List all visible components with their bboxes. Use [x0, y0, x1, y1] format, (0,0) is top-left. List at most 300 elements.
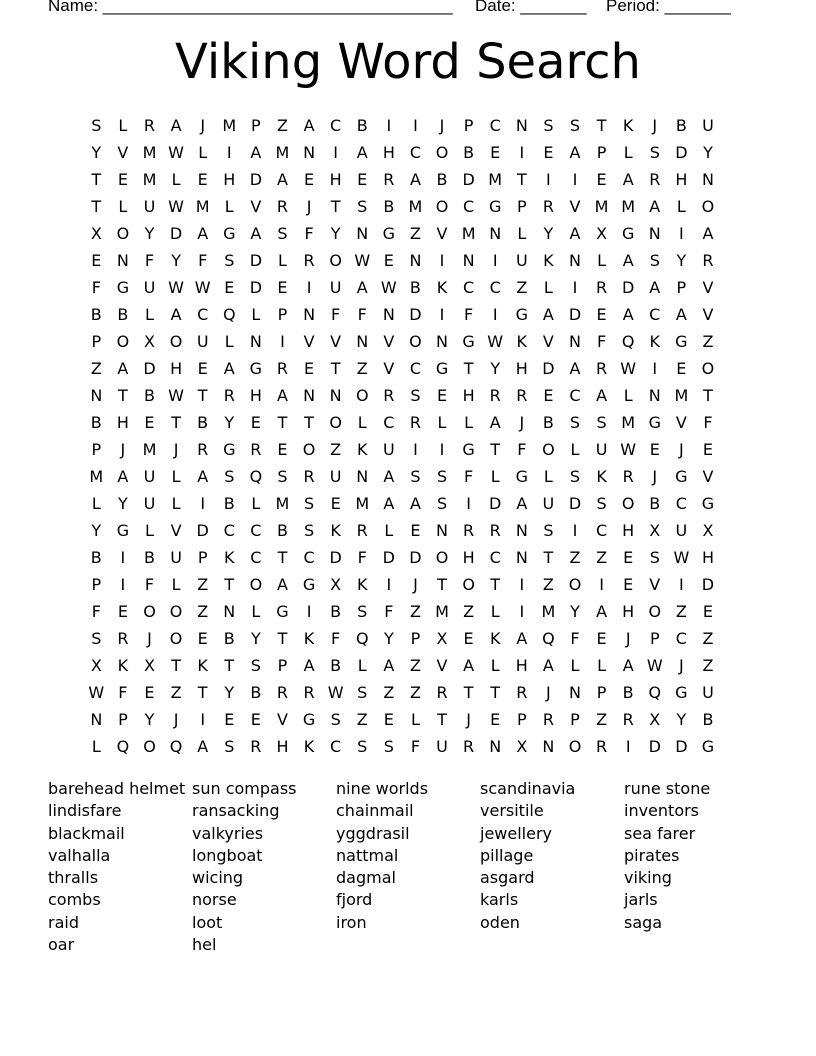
grid-letter: R: [463, 737, 475, 756]
grid-letter: T: [516, 170, 527, 189]
period-field-label: Period: _______: [606, 0, 731, 15]
grid-letter: A: [250, 143, 262, 162]
grid-letter: N: [329, 386, 342, 405]
name-field-label: Name: _____________________________________: [48, 0, 453, 15]
grid-letter: K: [330, 521, 341, 540]
grid-letter: A: [649, 197, 661, 216]
grid-letter: S: [357, 683, 368, 702]
grid-letter: I: [546, 170, 551, 189]
grid-letter: Z: [330, 440, 342, 459]
grid-letter: D: [568, 494, 582, 513]
grid-letter: D: [249, 170, 263, 189]
grid-letter: Y: [144, 224, 155, 243]
grid-letter: S: [330, 710, 341, 729]
grid-letter: A: [622, 170, 634, 189]
grid-letter: P: [463, 116, 474, 135]
grid-letter: D: [143, 359, 156, 378]
grid-letter: A: [596, 386, 608, 405]
grid-letter: W: [646, 656, 663, 675]
grid-letter: M: [195, 197, 210, 216]
grid-letter: N: [303, 143, 316, 162]
word-list-item: nattmal: [336, 845, 399, 865]
grid-letter: A: [276, 575, 288, 594]
grid-letter: A: [223, 359, 235, 378]
grid-letter: J: [173, 440, 179, 459]
grid-letter: O: [355, 386, 369, 405]
grid-letter: W: [673, 548, 690, 567]
grid-letter: C: [409, 359, 421, 378]
grid-letter: S: [436, 494, 448, 513]
grid-letter: J: [466, 710, 471, 729]
grid-letter: X: [702, 521, 714, 540]
grid-letter: A: [569, 359, 581, 378]
grid-letter: C: [197, 305, 209, 324]
grid-letter: B: [409, 278, 421, 297]
grid-letter: R: [489, 521, 501, 540]
grid-letter: X: [436, 629, 448, 648]
grid-letter: E: [250, 413, 261, 432]
grid-letter: T: [330, 197, 341, 216]
grid-letter: Y: [383, 629, 394, 648]
grid-letter: T: [703, 386, 713, 405]
grid-letter: C: [569, 386, 581, 405]
grid-letter: N: [223, 602, 236, 621]
grid-letter: G: [223, 440, 236, 459]
word-list-item: asgard: [480, 868, 535, 888]
grid-letter: X: [649, 710, 661, 729]
grid-letter: T: [171, 656, 181, 675]
grid-letter: V: [170, 521, 182, 540]
grid-letter: E: [383, 251, 394, 270]
grid-letter: R: [436, 683, 448, 702]
grid-letter: Z: [542, 575, 554, 594]
grid-letter: F: [703, 413, 713, 432]
grid-letter: M: [142, 440, 157, 459]
grid-letter: B: [649, 494, 661, 513]
grid-letter: R: [383, 386, 395, 405]
grid-letter: V: [436, 656, 448, 675]
grid-letter: Q: [249, 467, 263, 486]
grid-letter: X: [144, 656, 155, 675]
grid-letter: I: [200, 710, 206, 729]
grid-letter: W: [168, 197, 184, 216]
grid-letter: Y: [676, 251, 687, 270]
grid-letter: L: [437, 413, 447, 432]
grid-letter: F: [91, 602, 101, 621]
grid-letter: S: [91, 116, 102, 135]
grid-letter: F: [331, 629, 341, 648]
grid-letter: T: [437, 575, 447, 594]
grid-letter: Z: [356, 710, 368, 729]
grid-letter: C: [250, 548, 262, 567]
grid-letter: M: [408, 197, 423, 216]
grid-letter: G: [116, 278, 130, 297]
grid-letter: B: [463, 143, 475, 162]
grid-letter: B: [702, 710, 714, 729]
word-list-item: combs: [48, 890, 101, 910]
grid-letter: Z: [702, 629, 714, 648]
grid-letter: N: [489, 224, 502, 243]
grid-letter: Q: [355, 629, 369, 648]
student-info-header: [48, 0, 748, 20]
grid-letter: C: [223, 521, 235, 540]
grid-letter: R: [489, 386, 501, 405]
grid-letter: B: [383, 197, 395, 216]
grid-letter: T: [463, 359, 474, 378]
grid-letter: H: [462, 386, 475, 405]
grid-letter: I: [439, 251, 445, 270]
grid-letter: H: [276, 737, 289, 756]
word-list-item: fjord: [336, 890, 373, 910]
word-list-item: viking: [624, 868, 672, 888]
grid-letter: C: [675, 494, 687, 513]
grid-letter: L: [198, 143, 208, 162]
grid-letter: H: [515, 359, 528, 378]
grid-letter: F: [384, 602, 394, 621]
grid-letter: Z: [197, 575, 209, 594]
grid-letter: Y: [171, 251, 181, 270]
grid-letter: Q: [222, 305, 236, 324]
grid-letter: N: [303, 305, 316, 324]
word-list-item: norse: [192, 890, 237, 910]
grid-letter: T: [91, 170, 102, 189]
grid-letter: L: [145, 521, 154, 540]
grid-letter: Y: [224, 683, 235, 702]
grid-letter: L: [145, 305, 154, 324]
grid-letter: S: [543, 521, 554, 540]
grid-letter: J: [120, 440, 126, 459]
grid-letter: E: [277, 440, 288, 459]
grid-letter: E: [224, 278, 235, 297]
grid-letter: D: [675, 143, 688, 162]
grid-letter: T: [277, 413, 288, 432]
grid-letter: P: [91, 332, 102, 351]
grid-letter: K: [117, 656, 129, 675]
grid-letter: E: [117, 602, 128, 621]
grid-letter: E: [250, 710, 261, 729]
page-title: Viking Word Search: [175, 34, 641, 90]
grid-letter: G: [435, 359, 449, 378]
grid-letter: B: [542, 413, 554, 432]
grid-letter: L: [597, 251, 607, 270]
grid-letter: K: [356, 440, 368, 459]
grid-letter: F: [596, 332, 607, 351]
grid-letter: N: [542, 737, 555, 756]
grid-letter: L: [623, 143, 633, 162]
grid-letter: J: [546, 683, 551, 702]
grid-letter: A: [197, 467, 209, 486]
grid-letter: D: [489, 494, 502, 513]
grid-letter: L: [543, 278, 553, 297]
grid-letter: U: [329, 467, 342, 486]
grid-letter: H: [170, 359, 183, 378]
grid-letter: H: [223, 170, 236, 189]
word-list-item: scandinavia: [480, 779, 576, 798]
word-list-item: pillage: [480, 845, 534, 865]
grid-letter: F: [198, 251, 208, 270]
grid-letter: C: [463, 278, 475, 297]
grid-letter: E: [490, 710, 501, 729]
grid-letter: I: [120, 575, 126, 594]
grid-letter: S: [303, 494, 315, 513]
word-list-item: valhalla: [48, 845, 111, 865]
grid-letter: G: [515, 467, 528, 486]
grid-letter: Q: [116, 737, 130, 756]
grid-letter: C: [489, 548, 501, 567]
grid-letter: E: [702, 440, 713, 459]
grid-letter: R: [542, 710, 554, 729]
grid-letter: J: [679, 656, 684, 675]
grid-letter: M: [594, 197, 609, 216]
grid-letter: E: [197, 359, 208, 378]
grid-letter: L: [251, 494, 261, 513]
grid-letter: H: [675, 170, 688, 189]
grid-letter: A: [622, 251, 634, 270]
grid-letter: E: [623, 575, 634, 594]
grid-letter: A: [276, 170, 288, 189]
grid-letter: R: [250, 440, 262, 459]
word-list-item: rune stone: [624, 779, 711, 798]
grid-letter: F: [357, 305, 367, 324]
grid-letter: O: [435, 548, 449, 567]
grid-letter: D: [249, 251, 263, 270]
grid-letter: L: [570, 656, 580, 675]
grid-letter: Y: [91, 143, 102, 162]
grid-letter: I: [652, 359, 658, 378]
grid-letter: N: [569, 332, 581, 351]
grid-letter: O: [302, 440, 316, 459]
grid-letter: A: [542, 305, 554, 324]
grid-letter: L: [410, 710, 420, 729]
grid-letter: A: [303, 656, 315, 675]
grid-letter: K: [356, 575, 368, 594]
grid-letter: B: [330, 656, 342, 675]
grid-letter: L: [171, 467, 181, 486]
grid-letter: B: [223, 629, 235, 648]
grid-letter: I: [519, 602, 525, 621]
grid-letter: R: [303, 251, 315, 270]
grid-letter: U: [143, 278, 156, 297]
grid-letter: E: [676, 359, 687, 378]
grid-letter: X: [144, 332, 155, 351]
grid-letter: A: [409, 494, 421, 513]
word-list-column: [624, 778, 764, 934]
grid-letter: B: [675, 116, 687, 135]
grid-letter: A: [170, 116, 182, 135]
grid-letter: L: [490, 602, 500, 621]
grid-letter: D: [675, 737, 688, 756]
grid-letter: W: [168, 278, 184, 297]
grid-letter: I: [572, 278, 578, 297]
grid-letter: O: [169, 602, 183, 621]
grid-letter: L: [384, 521, 394, 540]
grid-letter: U: [382, 440, 395, 459]
grid-letter: N: [515, 521, 528, 540]
grid-letter: N: [409, 251, 422, 270]
grid-letter: V: [702, 305, 714, 324]
grid-letter: A: [383, 494, 395, 513]
grid-letter: G: [302, 710, 316, 729]
grid-letter: R: [516, 683, 528, 702]
grid-letter: F: [357, 548, 367, 567]
word-list-item: sea farer: [624, 823, 696, 843]
grid-letter: U: [515, 251, 528, 270]
grid-letter: A: [542, 656, 554, 675]
grid-letter: E: [330, 494, 341, 513]
grid-letter: L: [118, 197, 128, 216]
grid-letter: M: [674, 386, 689, 405]
grid-letter: K: [197, 656, 208, 675]
grid-letter: E: [144, 413, 155, 432]
grid-letter: R: [197, 440, 209, 459]
grid-letter: V: [330, 332, 342, 351]
word-list-item: jarls: [624, 890, 658, 910]
grid-letter: A: [649, 278, 661, 297]
grid-letter: A: [197, 224, 209, 243]
grid-letter: T: [224, 656, 235, 675]
grid-letter: R: [463, 521, 475, 540]
grid-letter: F: [91, 278, 101, 297]
word-list-item: thralls: [48, 868, 99, 888]
grid-letter: C: [250, 521, 262, 540]
grid-letter: T: [277, 548, 288, 567]
grid-letter: V: [702, 278, 714, 297]
grid-letter: A: [356, 278, 368, 297]
grid-letter: M: [142, 170, 157, 189]
grid-letter: A: [569, 143, 581, 162]
grid-letter: Y: [91, 521, 102, 540]
date-field-label: Date: _______: [475, 0, 587, 15]
grid-letter: E: [436, 386, 448, 405]
grid-letter: X: [516, 737, 528, 756]
grid-letter: N: [701, 170, 714, 189]
grid-letter: A: [170, 305, 182, 324]
grid-letter: G: [489, 197, 502, 216]
grid-letter: S: [277, 224, 288, 243]
grid-letter: E: [117, 170, 128, 189]
grid-letter: B: [90, 305, 102, 324]
grid-letter: O: [116, 224, 130, 243]
grid-letter: F: [464, 305, 474, 324]
grid-letter: Z: [409, 224, 421, 243]
word-list-item: oden: [480, 912, 520, 932]
grid-letter: S: [569, 413, 581, 432]
grid-letter: E: [596, 170, 607, 189]
grid-letter: K: [303, 629, 315, 648]
grid-letter: S: [91, 629, 102, 648]
grid-letter: W: [88, 683, 105, 702]
grid-letter: X: [330, 575, 342, 594]
grid-letter: E: [197, 629, 208, 648]
grid-letter: T: [224, 575, 235, 594]
grid-letter: V: [250, 197, 262, 216]
grid-letter: B: [223, 494, 235, 513]
grid-letter: F: [570, 629, 580, 648]
grid-letter: R: [542, 197, 554, 216]
grid-letter: T: [490, 440, 501, 459]
grid-letter: E: [596, 305, 607, 324]
grid-letter: S: [224, 737, 235, 756]
grid-letter: V: [649, 575, 661, 594]
grid-letter: B: [143, 386, 155, 405]
grid-letter: Z: [170, 683, 182, 702]
grid-letter: N: [382, 305, 395, 324]
grid-letter: V: [276, 710, 288, 729]
grid-letter: N: [515, 116, 528, 135]
grid-letter: R: [596, 737, 608, 756]
grid-letter: X: [90, 224, 102, 243]
grid-letter: D: [542, 359, 555, 378]
word-list-item: loot: [192, 912, 223, 932]
grid-letter: A: [596, 602, 608, 621]
grid-letter: R: [596, 278, 608, 297]
grid-letter: B: [356, 116, 368, 135]
word-list-item: karls: [480, 890, 519, 910]
grid-letter: R: [276, 197, 289, 216]
grid-letter: K: [596, 467, 607, 486]
grid-letter: V: [436, 224, 448, 243]
grid-letter: U: [170, 548, 182, 567]
grid-letter: L: [357, 656, 367, 675]
grid-letter: I: [386, 575, 392, 594]
grid-letter: V: [702, 467, 714, 486]
grid-letter: L: [171, 494, 181, 513]
grid-letter: N: [489, 737, 502, 756]
word-list-item: wicing: [192, 868, 244, 888]
grid-letter: O: [143, 602, 156, 621]
grid-letter: W: [168, 386, 184, 405]
word-list-item: hel: [192, 935, 217, 955]
grid-letter: N: [249, 332, 262, 351]
grid-letter: T: [437, 710, 447, 729]
grid-letter: L: [676, 197, 686, 216]
grid-letter: C: [409, 143, 421, 162]
grid-letter: S: [224, 467, 235, 486]
grid-letter: R: [276, 683, 289, 702]
grid-letter: J: [200, 116, 206, 135]
grid-letter: Y: [330, 224, 341, 243]
word-list-item: chainmail: [336, 801, 414, 821]
grid-letter: R: [276, 359, 289, 378]
grid-letter: I: [466, 494, 471, 513]
grid-letter: A: [675, 305, 687, 324]
grid-letter: P: [676, 278, 687, 297]
grid-letter: N: [436, 521, 448, 540]
grid-letter: R: [649, 170, 661, 189]
grid-letter: Z: [409, 683, 421, 702]
grid-letter: E: [490, 143, 501, 162]
grid-letter: L: [171, 170, 181, 189]
grid-letter: E: [543, 386, 554, 405]
grid-letter: E: [303, 170, 315, 189]
grid-letter: T: [463, 683, 474, 702]
grid-letter: X: [90, 656, 102, 675]
word-list-item: blackmail: [48, 823, 125, 843]
grid-letter: J: [306, 197, 312, 216]
grid-letter: F: [331, 305, 341, 324]
grid-letter: I: [679, 575, 684, 594]
grid-letter: J: [652, 467, 658, 486]
grid-letter: R: [516, 386, 528, 405]
letter-grid: [83, 112, 721, 760]
grid-letter: A: [463, 656, 475, 675]
grid-letter: R: [596, 359, 608, 378]
grid-letter: G: [675, 332, 688, 351]
grid-letter: T: [118, 386, 128, 405]
grid-letter: H: [116, 413, 129, 432]
grid-letter: C: [489, 116, 501, 135]
grid-letter: Z: [596, 710, 608, 729]
